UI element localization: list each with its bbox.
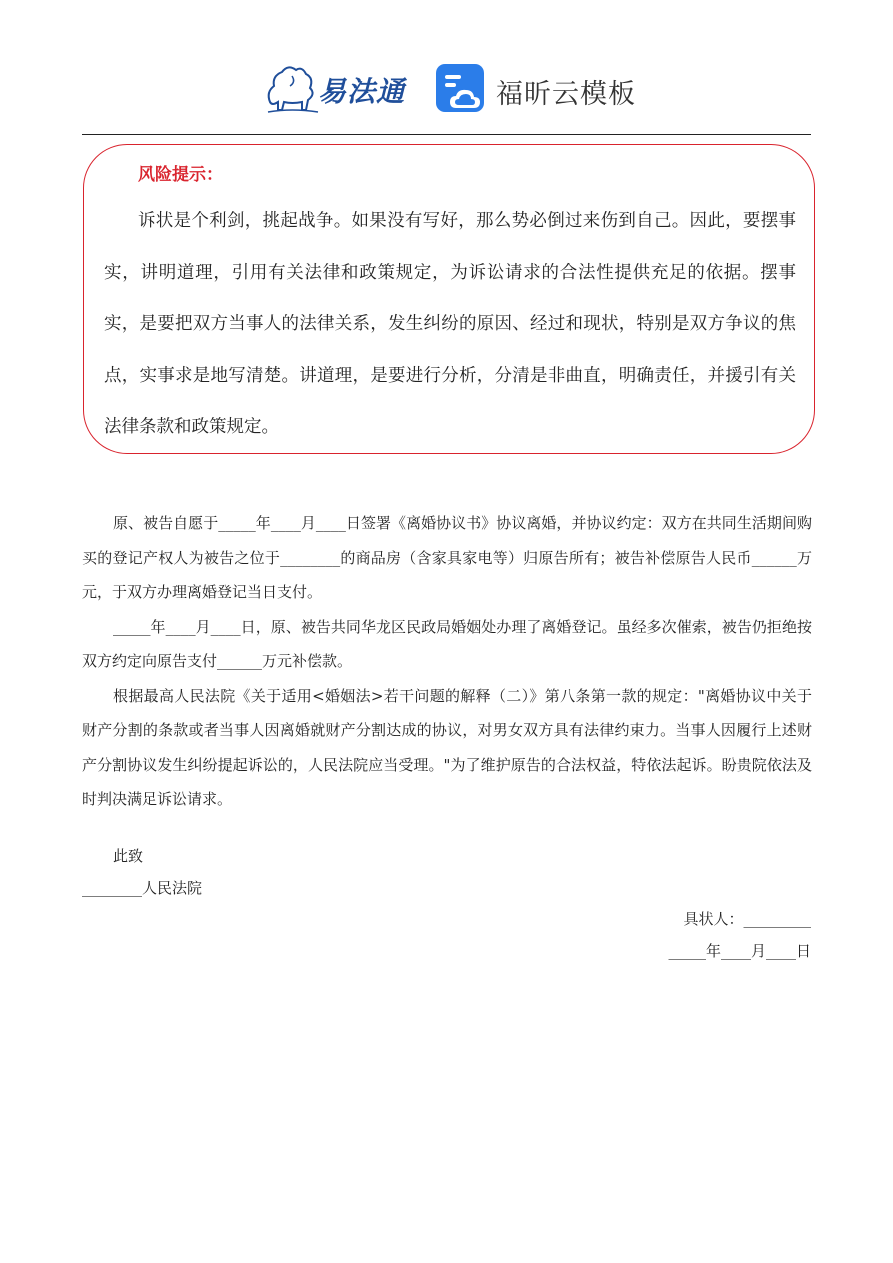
yifatong-logo	[262, 62, 412, 116]
foxit-template-logo-text: 福昕云模板	[496, 79, 636, 110]
date-line: _____年____月____日	[668, 942, 811, 960]
signature-block	[668, 903, 811, 967]
paragraph-legal-basis: 根据最高人民法院《关于适用<婚姻法>若干问题的解释（二）》第八条第一款的规定："离婚协议中关于财产分割的条款或者当事人因离婚就财产分割达成的协议，对男女双方具有法律约束力。当事人因履行上述财产分割协议发生纠纷提起诉讼的，人民法院应当受理。"为了维护原告的合法权益，特依法起诉。盼贵院依法及时判决满足诉讼请求。	[82, 686, 812, 808]
cloud-document-icon	[436, 64, 486, 114]
risk-notice-text: 诉状是个利剑，挑起战争。如果没有写好，那么势必倒过来伤到自己。因此，要摆事实，讲明道理，引用有关法律和政策规定，为诉讼请求的合法性提供充足的依据。摆事实，是要把双方当事人的法律关系，发生纠纷的原因、经过和现状，特别是双方争议的焦点，实事求是地写清楚。讲道理，是要进行分析，分清是非曲直，明确责任，并援引有关法律条款和政策规定。	[104, 211, 796, 437]
page-header	[0, 58, 893, 122]
header-divider	[82, 134, 811, 135]
signer-line: 具状人：_________	[683, 910, 811, 928]
paragraph-registration: _____年____月____日，原、被告共同华龙区民政局婚姻处办理了离婚登记。虽经多次催索，被告仍拒绝按双方约定向原告支付______万元补偿款。	[82, 617, 812, 670]
risk-notice-title: 风险提示：	[138, 165, 223, 185]
qilin-icon	[262, 62, 322, 116]
document-body	[82, 506, 812, 817]
court-line: ________人民法院	[82, 879, 203, 897]
salutation: 此致	[113, 847, 144, 865]
paragraph-agreement: 原、被告自愿于_____年____月____日签署《离婚协议书》协议离婚，并协议约定：双方在共同生活期间购买的登记产权人为被告之位于________的商品房（含家具家电等）归原告所有；被告补偿原告人民币______万元，于双方办理离婚登记当日支付。	[82, 514, 812, 601]
yifatong-logo-text: 易法通	[318, 75, 406, 108]
closing-block	[82, 840, 812, 904]
